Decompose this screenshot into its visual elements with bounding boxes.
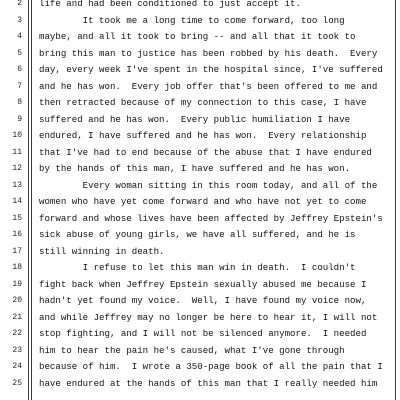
line-text: him to hear the pain he's caused, what I've gone through	[39, 344, 345, 356]
line-number: 5	[17, 48, 22, 58]
line-text: bring this man to justice has been robbed by his death. Every	[39, 47, 378, 59]
transcript-line	[0, 145, 400, 161]
line-text: and he has won. Every job offer that's been offered to me and	[39, 80, 378, 92]
line-text: sick abuse of young girls, we have all suffered, and he is	[39, 229, 356, 240]
transcript-line	[0, 0, 400, 12]
line-text: It took me a long time to come forward, too long	[39, 14, 345, 26]
transcript-line	[0, 211, 400, 227]
line-number: 13	[12, 180, 22, 190]
line-text: and while Jeffrey may no longer be here to hear it, I will not	[39, 311, 378, 323]
line-text: hadn't yet found my voice. Well, I have found my voice now,	[39, 295, 367, 306]
transcript-line	[0, 310, 400, 326]
line-number: 3	[17, 15, 22, 25]
line-number: 21	[12, 312, 22, 322]
line-number: 25	[12, 378, 22, 388]
line-number: 16	[12, 230, 22, 239]
line-text: suffered and he has won. Every public humiliation I have	[39, 113, 351, 125]
line-text: that I've had to end because of the abuse that I have endured	[39, 146, 372, 158]
line-text: have endured at the hands of this man that I really needed him	[39, 377, 378, 389]
line-number: 9	[17, 114, 22, 124]
line-text: endured, I have suffered and he has won. Every relationship	[39, 130, 367, 141]
transcript-line	[0, 376, 400, 392]
transcript-line	[0, 13, 400, 29]
transcript-line	[0, 343, 400, 359]
line-number: 23	[12, 345, 22, 355]
transcript-line	[0, 178, 400, 194]
transcript-line	[0, 112, 400, 128]
transcript-line	[0, 359, 400, 375]
line-text: Every woman sitting in this room today, and all of the	[39, 179, 378, 191]
transcript-line	[0, 62, 400, 78]
line-text: life and had been conditioned to just accept it.	[39, 0, 301, 9]
line-text: maybe, and all it took to bring -- and all that it took to	[39, 31, 356, 42]
line-text: still winning in death.	[39, 245, 165, 257]
line-text: day, every week I've spent in the hospital since, I've suffered	[39, 64, 383, 75]
line-number: 20	[12, 296, 22, 305]
line-text: forward and whose lives have been affected by Jeffrey Epstein's	[39, 212, 383, 224]
line-number: 22	[12, 329, 22, 338]
transcript-line	[0, 95, 400, 111]
transcript-line	[0, 194, 400, 210]
transcript-line	[0, 227, 400, 243]
line-number: 24	[12, 362, 22, 371]
line-number: 10	[12, 131, 22, 140]
line-text: by the hands of this man, I have suffered and he has won.	[39, 163, 351, 174]
transcript-line	[0, 260, 400, 276]
line-text: I refuse to let this man win in death. I couldn't	[39, 262, 356, 273]
line-number: 7	[17, 81, 22, 91]
line-text: then retracted because of my connection to this case, I have	[39, 97, 367, 108]
transcript-line	[0, 293, 400, 309]
transcript-line	[0, 244, 400, 260]
line-number: 8	[17, 98, 22, 107]
transcript-line	[0, 79, 400, 95]
line-number: 11	[12, 147, 22, 157]
line-number: 2	[17, 0, 22, 8]
line-number: 17	[12, 246, 22, 256]
line-text: women who have yet come forward and who have not yet to come	[39, 196, 367, 207]
line-number: 15	[12, 213, 22, 223]
line-number: 12	[12, 164, 22, 173]
line-number: 19	[12, 279, 22, 289]
line-text: because of him. I wrote a 350-page book of all the pain that I	[39, 361, 383, 372]
line-number: 4	[17, 32, 22, 41]
transcript-line	[0, 29, 400, 45]
line-number: 14	[12, 197, 22, 206]
transcript-line	[0, 277, 400, 293]
line-number: 6	[17, 65, 22, 74]
transcript-line	[0, 161, 400, 177]
line-number: 18	[12, 263, 22, 272]
transcript-line	[0, 46, 400, 62]
line-text: stop fighting, and I will not be silenced anymore. I needed	[39, 328, 367, 339]
transcript-line	[0, 326, 400, 342]
transcript-line	[0, 128, 400, 144]
line-text: fight back when Jeffrey Epstein sexually abused me because I	[39, 278, 367, 290]
